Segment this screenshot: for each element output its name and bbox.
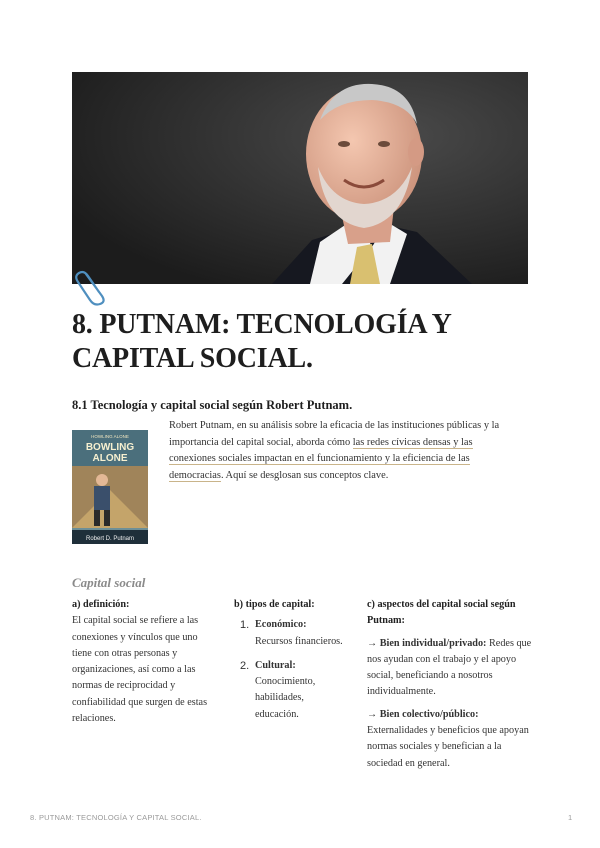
aspecto-text: Externalidades y beneficios que apoyan normas sociales y benefician a la sociedad en general. xyxy=(367,725,529,769)
definicion-heading: a) definición: xyxy=(72,599,130,610)
tipo-text: Recursos financieros. xyxy=(255,635,343,647)
aspectos-column xyxy=(367,597,532,772)
page-footer: 8. PUTNAM: TECNOLOGÍA Y CAPITAL SOCIAL. xyxy=(30,813,202,822)
intro-text-start: Robert Putnam, en su análisis sobre la eficacia de las instituciones públicas y la importancia del capital social, aborda cómo xyxy=(169,420,500,448)
aspecto-text: Redes que nos ayudan con el trabajo y el apoyo social, beneficiando a nosotros individualmente. xyxy=(367,637,532,698)
book-cover-top-text: HOWLING ALONE xyxy=(91,434,129,439)
tipos-list xyxy=(234,617,344,723)
aspectos-heading: c) aspectos del capital social según Putnam: xyxy=(367,599,516,627)
book-cover-illustration xyxy=(72,430,148,544)
definicion-text: El capital social se refiere a las conexiones y vínculos que uno tiene con otras personas y organizaciones, así como a las normas de reciprocidad y confiabilidad que surgen de estas relaciones. xyxy=(72,615,208,725)
aspecto-label: → Bien individual/privado: xyxy=(367,637,487,649)
tipos-heading: b) tipos de capital: xyxy=(234,599,315,610)
definicion-column xyxy=(72,597,212,727)
aspecto-item xyxy=(367,636,532,701)
portrait-illustration xyxy=(72,72,528,284)
tipo-label: Económico: xyxy=(255,619,307,631)
list-number: 2. xyxy=(240,659,250,672)
paperclip-icon xyxy=(74,266,114,306)
svg-text:ALONE: ALONE xyxy=(92,453,128,464)
svg-text:BOWLING: BOWLING xyxy=(85,442,135,453)
capital-social-title: Capital social xyxy=(72,575,146,590)
page-number: 1 xyxy=(568,813,573,822)
list-item xyxy=(234,658,344,723)
list-number: 1. xyxy=(240,619,250,632)
aspecto-item xyxy=(367,707,532,772)
intro-text-end: . Aquí se desglosan sus conceptos clave. xyxy=(220,469,389,481)
tipo-label: Cultural: xyxy=(255,659,296,671)
chapter-title: 8. PUTNAM: TECNOLOGÍA Y CAPITAL SOCIAL. xyxy=(72,309,451,374)
bowling-alone-book-cover xyxy=(72,430,148,544)
list-item xyxy=(234,617,344,650)
intro-underlined-text: las redes cívicas densas y las conexiones sociales impactan en el funcionamiento y la eficiencia de las democracias xyxy=(169,436,473,481)
tipos-column xyxy=(234,597,344,731)
tipo-text: Conocimiento, habilidades, educación. xyxy=(255,676,316,720)
intro-paragraph xyxy=(169,418,519,484)
section-title: 8.1 Tecnología y capital social según Robert Putnam. xyxy=(72,398,353,412)
aspecto-label: → Bien colectivo/público: xyxy=(367,708,479,720)
putnam-portrait-photo xyxy=(72,72,528,284)
book-author: Robert D. Putnam xyxy=(85,536,135,542)
